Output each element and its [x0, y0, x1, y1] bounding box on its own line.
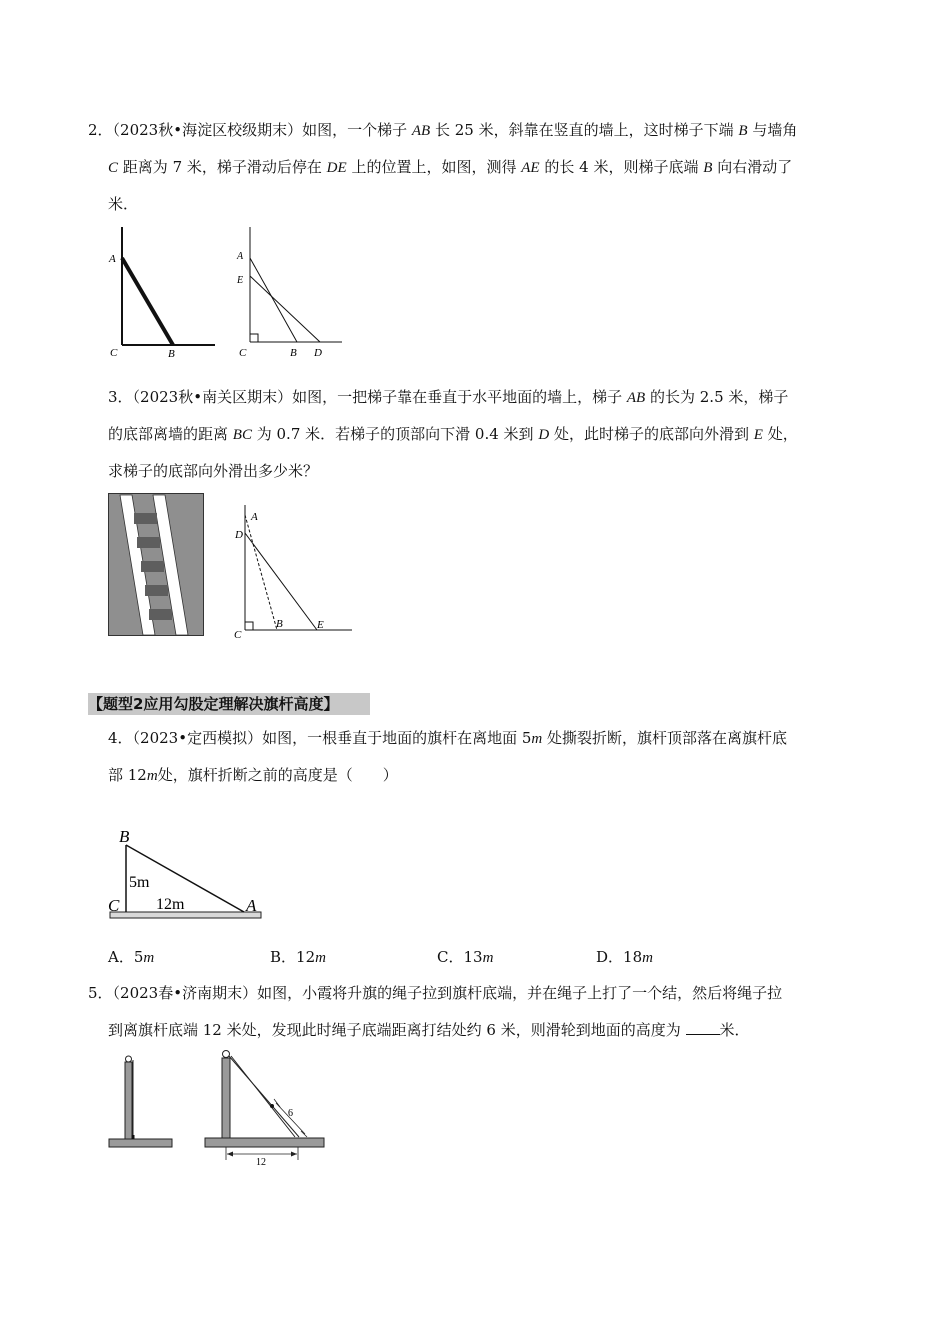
label-D: D	[314, 347, 322, 359]
label-twelve: 12	[256, 1157, 266, 1168]
q2-figure-ladder	[105, 225, 220, 360]
q3-figure-ladder-photo	[108, 493, 204, 636]
label-six: 6	[288, 1108, 293, 1119]
label-height: 5m	[129, 874, 150, 891]
q4-option-b[interactable]: B．12m	[270, 948, 326, 966]
q2-line-1: 2．（2023秋•海淀区校级期末）如图，一个梯子 AB 长 25 米，斜靠在竖直的墙上，这时梯子下端 B 与墙角	[88, 121, 798, 139]
label-A: A	[246, 896, 257, 915]
label-A: A	[251, 511, 258, 523]
q3-line-1: 3．（2023秋•南关区期末）如图，一把梯子靠在垂直于水平地面的墙上，梯子 AB 的长为 2.5 米，梯子	[108, 388, 789, 406]
q3-line-3: 求梯子的底部向外滑出多少米？	[108, 462, 319, 480]
label-E: E	[237, 275, 244, 286]
q4-figure-flagpole	[106, 826, 266, 922]
label-base: 12m	[156, 896, 185, 913]
label-C: C	[110, 347, 118, 359]
q5-figure-pole	[106, 1052, 176, 1152]
label-B: B	[168, 348, 175, 360]
label-A: A	[237, 251, 244, 262]
q5-line-2: 到离旗杆底端 12 米处，发现此时绳子底端距离打结处约 6 米，则滑轮到地面的高度为 米．	[108, 1021, 750, 1039]
q4-line-2: 部 12m处，旗杆折断之前的高度是（ ）	[108, 766, 398, 784]
q3-figure-geometry	[232, 500, 354, 640]
label-E: E	[317, 619, 324, 631]
label-B: B	[290, 347, 297, 359]
q4-option-c[interactable]: C．13m	[437, 948, 494, 966]
label-D: D	[235, 529, 243, 541]
q2-figure-sliding-ladder	[232, 225, 347, 360]
label-C: C	[108, 896, 120, 915]
q4-line-1: 4．（2023•定西模拟）如图，一根垂直于地面的旗杆在离地面 5m 处撕裂折断，旗杆顶部落在离旗杆底	[108, 729, 788, 747]
q3-line-2: 的底部离墙的距离 BC 为 0.7 米．若梯子的顶部向下滑 0.4 米到 D 处，此时梯子的底部向外滑到 E 处，	[108, 425, 798, 443]
label-C: C	[239, 347, 247, 359]
label-A: A	[109, 253, 116, 265]
label-B: B	[119, 827, 130, 846]
q5-figure-rope	[202, 1046, 327, 1168]
answer-blank[interactable]	[686, 1020, 720, 1035]
q2-line-3: 米．	[108, 195, 139, 213]
q4-option-d[interactable]: D．18m	[596, 948, 653, 966]
q4-option-a[interactable]: A．5m	[108, 948, 155, 966]
q5-line-1: 5．（2023春•济南期末）如图，小霞将升旗的绳子拉到旗杆底端，并在绳子上打了一个结，然后将绳子拉	[88, 984, 783, 1002]
label-C: C	[234, 629, 242, 641]
q2-line-2: C 距离为 7 米，梯子滑动后停在 DE 上的位置上，如图，测得 AE 的长 4 米，则梯子底端 B 向右滑动了	[108, 158, 793, 176]
section-header: 【题型2应用勾股定理解决旗杆高度】	[88, 693, 370, 715]
label-B: B	[276, 618, 283, 630]
